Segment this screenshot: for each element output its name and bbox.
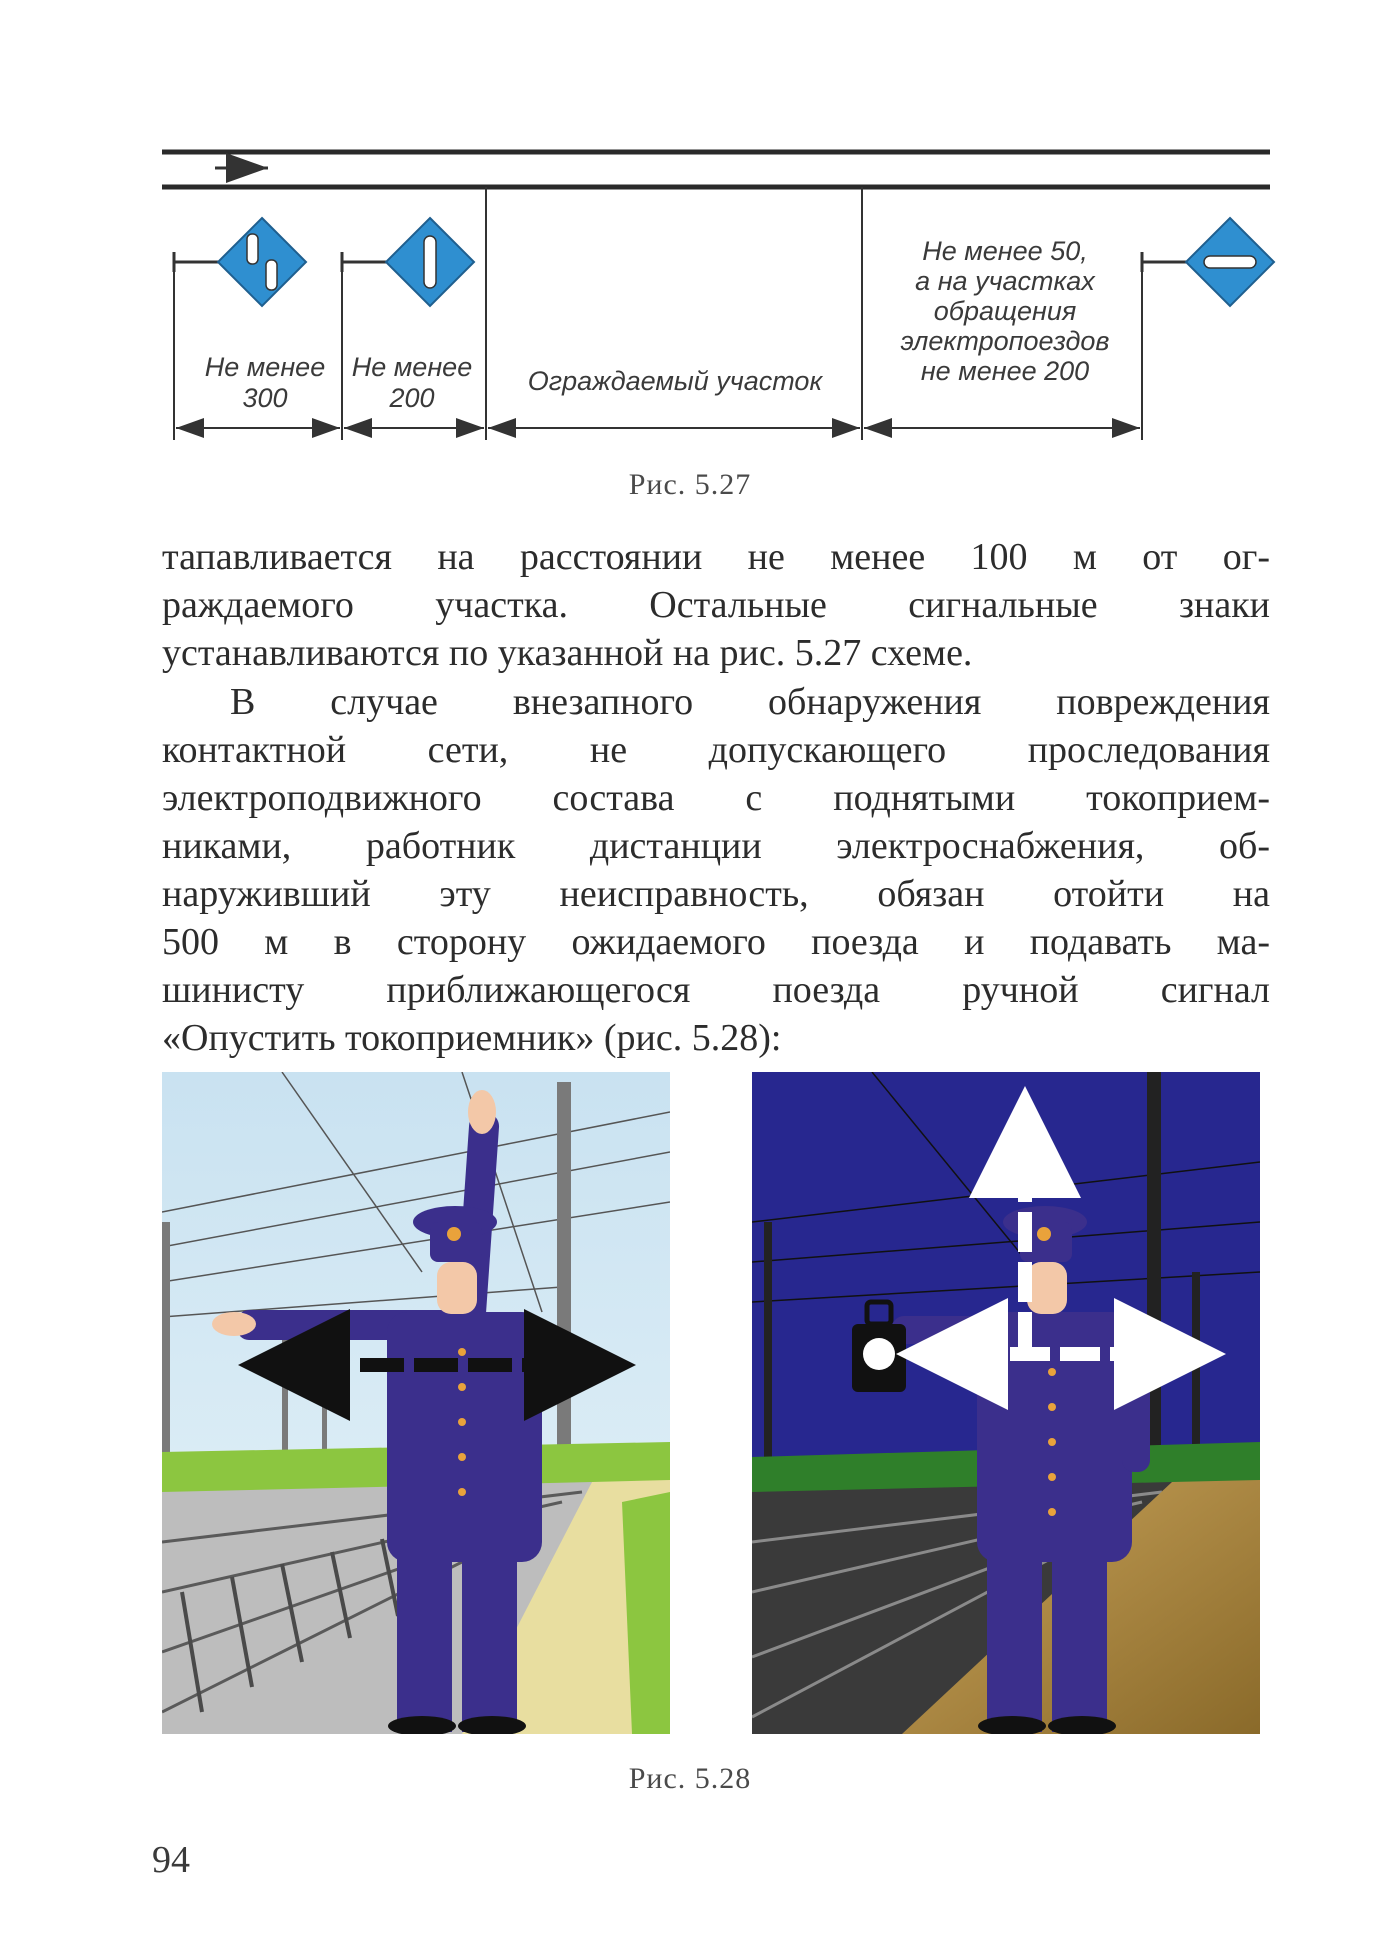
- label-50-line2: а на участках: [915, 266, 1095, 296]
- label-protected-section: Ограждаемый участок: [527, 366, 823, 396]
- label-200-line1: Не менее: [351, 352, 473, 382]
- label-50: [870, 236, 1140, 386]
- paragraph-2-line: В случае внезапного обнаружения повреждения: [230, 681, 1270, 723]
- paragraph-2: [162, 678, 1270, 1062]
- caption-fig-5-28: Рис. 5.28: [628, 1762, 752, 1795]
- illustration-night-signal: [752, 1072, 1260, 1734]
- paragraph-2-line: наруживший эту неисправность, обязан отойти на: [162, 873, 1270, 915]
- label-300-line2: 300: [242, 383, 288, 413]
- track-diagram: [0, 0, 1380, 520]
- label-50-line1: Не менее 50,: [922, 236, 1088, 266]
- sign-slow-down-icon: [174, 218, 306, 306]
- paragraph-1: [162, 533, 1270, 677]
- paragraph-2-line: 500 м в сторону ожидаемого поезда и подавать ма-: [162, 921, 1270, 963]
- label-300-line1: Не менее: [204, 352, 326, 382]
- paragraph-2-line: контактной сети, не допускающего проследования: [162, 729, 1270, 771]
- page-number: 94: [152, 1839, 190, 1881]
- sign-raise-pantograph-icon: [342, 218, 474, 306]
- paragraph-1-line: тапавливается на расстоянии не менее 100 м от ог-: [162, 536, 1270, 578]
- paragraph-2-line: электроподвижного состава с поднятыми токоприем-: [162, 777, 1270, 819]
- figure-5-27: [0, 0, 1380, 520]
- label-200: [342, 352, 482, 414]
- paragraph-1-line: раждаемого участка. Остальные сигнальные знаки: [162, 584, 1270, 626]
- label-300: [190, 352, 340, 414]
- label-50-line4: электропоездов: [900, 326, 1110, 356]
- paragraph-1-line: устанавливаются по указанной на рис. 5.27 схеме.: [162, 632, 973, 674]
- label-200-line2: 200: [389, 383, 435, 413]
- label-50-line5: не менее 200: [920, 356, 1090, 386]
- paragraph-2-line: шинисту приближающегося поезда ручной сигнал: [162, 969, 1270, 1011]
- caption-fig-5-27: Рис. 5.27: [628, 468, 752, 501]
- paragraph-2-line: никами, работник дистанции электроснабжения, об-: [162, 825, 1270, 867]
- paragraph-2-line: «Опустить токоприемник» (рис. 5.28):: [162, 1017, 782, 1059]
- label-50-line3: обращения: [933, 296, 1077, 326]
- illustration-day-signal: [162, 1072, 670, 1734]
- sign-lower-pantograph-icon: [1142, 218, 1274, 306]
